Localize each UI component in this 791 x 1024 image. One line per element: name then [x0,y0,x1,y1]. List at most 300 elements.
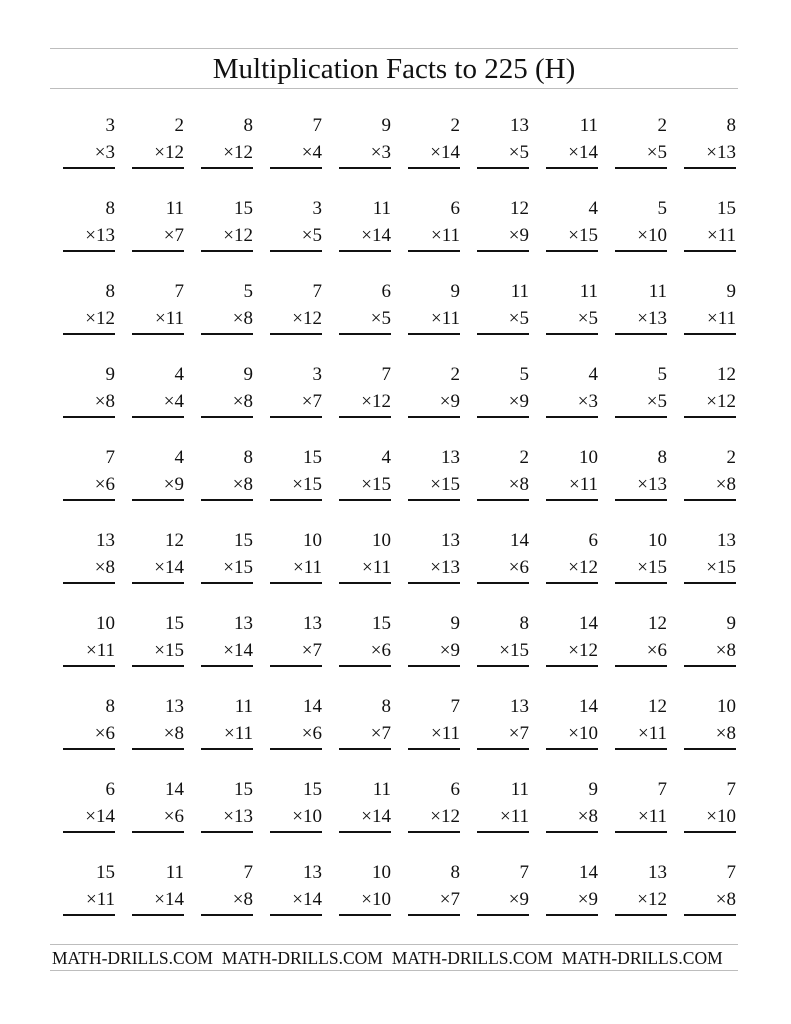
multiplication-problem [395,859,464,942]
multiplier: ×10 [568,723,598,744]
multiplication-problem [326,278,395,361]
multiplication-problem [464,610,533,693]
answer-line [63,333,115,335]
answer-line [684,665,736,667]
multiplication-problem [671,112,740,195]
multiplication-problem [464,444,533,527]
title-rule-top [50,48,738,49]
multiplier: ×7 [163,225,184,246]
multiplicand: 13 [510,115,529,136]
problem-stack [613,527,667,584]
multiplication-problem [326,361,395,444]
multiplicand: 15 [717,198,736,219]
answer-line [546,582,598,584]
multiplicand: 11 [165,862,184,883]
answer-line [408,831,460,833]
multiplier: ×7 [301,391,322,412]
multiplicand: 10 [372,530,391,551]
multiplier: ×11 [85,889,115,910]
multiplicand: 5 [657,198,667,219]
multiplication-problem [119,776,188,859]
answer-line [63,416,115,418]
multiplication-problem [50,444,119,527]
problem-stack [337,361,391,418]
multiplicand: 8 [450,862,460,883]
answer-line [684,748,736,750]
multiplicand: 4 [174,364,184,385]
answer-line [615,499,667,501]
multiplier: ×9 [508,889,529,910]
answer-line [408,582,460,584]
multiplier: ×11 [223,723,253,744]
multiplication-problem [464,278,533,361]
multiplier: ×8 [232,308,253,329]
multiplication-problem [119,859,188,942]
answer-line [132,914,184,916]
multiplier: ×8 [94,391,115,412]
answer-line [201,748,253,750]
multiplication-problem [533,610,602,693]
answer-line [546,499,598,501]
answer-line [132,333,184,335]
answer-line [684,333,736,335]
multiplier: ×11 [430,723,460,744]
problem-stack [268,112,322,169]
answer-line [477,416,529,418]
answer-line [339,250,391,252]
multiplier: ×9 [577,889,598,910]
multiplication-problem [602,195,671,278]
multiplicand: 8 [105,696,115,717]
answer-line [132,499,184,501]
multiplier: ×11 [292,557,322,578]
problem-stack [406,776,460,833]
multiplication-problem [119,112,188,195]
answer-line [339,416,391,418]
multiplier: ×6 [646,640,667,661]
problem-stack [406,195,460,252]
answer-line [132,167,184,169]
multiplier: ×6 [508,557,529,578]
multiplicand: 11 [165,198,184,219]
multiplicand: 11 [648,281,667,302]
multiplier: ×5 [508,142,529,163]
answer-line [615,250,667,252]
multiplier: ×14 [361,225,391,246]
multiplication-problem [50,693,119,776]
multiplication-problem [395,112,464,195]
multiplication-problem [395,527,464,610]
multiplier: ×11 [499,806,529,827]
multiplicand: 13 [165,696,184,717]
multiplication-problem [464,112,533,195]
answer-line [477,665,529,667]
answer-line [270,499,322,501]
answer-line [615,665,667,667]
problem-stack [544,693,598,750]
multiplicand: 14 [303,696,322,717]
answer-line [339,665,391,667]
problem-stack [682,278,736,335]
multiplication-problem [533,859,602,942]
problem-stack [682,112,736,169]
multiplier: ×7 [439,889,460,910]
problem-stack [475,527,529,584]
answer-line [201,665,253,667]
multiplication-problem [50,527,119,610]
problem-row [50,527,740,610]
multiplicand: 15 [303,447,322,468]
multiplicand: 5 [657,364,667,385]
multiplier: ×15 [361,474,391,495]
multiplication-problem [257,693,326,776]
answer-line [684,250,736,252]
multiplicand: 6 [450,779,460,800]
problem-stack [61,859,115,916]
answer-line [270,167,322,169]
answer-line [201,167,253,169]
problem-stack [199,195,253,252]
problem-stack [613,195,667,252]
multiplier: ×6 [94,723,115,744]
answer-line [477,250,529,252]
multiplier: ×11 [430,225,460,246]
multiplier: ×5 [370,308,391,329]
answer-line [477,831,529,833]
multiplication-problem [464,527,533,610]
answer-line [270,748,322,750]
problem-stack [199,776,253,833]
problem-stack [475,112,529,169]
multiplicand: 7 [519,862,529,883]
footer-rule-bottom [50,970,738,971]
multiplier: ×12 [568,557,598,578]
problem-stack [130,444,184,501]
answer-line [63,914,115,916]
multiplication-problem [671,278,740,361]
problem-stack [61,693,115,750]
multiplicand: 2 [450,115,460,136]
multiplier: ×15 [154,640,184,661]
answer-line [201,416,253,418]
answer-line [339,582,391,584]
answer-line [132,665,184,667]
multiplier: ×14 [154,889,184,910]
answer-line [408,499,460,501]
multiplicand: 4 [381,447,391,468]
problem-stack [544,444,598,501]
multiplier: ×6 [301,723,322,744]
problem-stack [61,610,115,667]
problem-stack [682,361,736,418]
answer-line [270,333,322,335]
answer-line [408,250,460,252]
answer-line [339,748,391,750]
problem-stack [268,444,322,501]
multiplicand: 6 [588,530,598,551]
multiplication-problem [50,361,119,444]
title-rule-bottom [50,88,738,89]
answer-line [408,167,460,169]
multiplicand: 15 [165,613,184,634]
multiplicand: 7 [105,447,115,468]
problem-stack [268,610,322,667]
multiplier: ×15 [499,640,529,661]
problem-row [50,195,740,278]
multiplication-problem [602,361,671,444]
problem-stack [544,278,598,335]
answer-line [201,582,253,584]
multiplier: ×6 [94,474,115,495]
multiplication-problem [671,693,740,776]
multiplicand: 15 [234,198,253,219]
multiplication-problem [602,610,671,693]
problem-grid [50,112,740,942]
answer-line [63,250,115,252]
problem-stack [406,444,460,501]
multiplicand: 9 [450,613,460,634]
problem-stack [682,195,736,252]
problem-stack [199,610,253,667]
multiplication-problem [326,195,395,278]
multiplicand: 9 [381,115,391,136]
footer-rule-top [50,944,738,945]
multiplier: ×7 [370,723,391,744]
multiplicand: 13 [303,862,322,883]
footer-brand-text: MATH-DRILLS.COM [221,948,383,968]
multiplicand: 13 [648,862,667,883]
multiplication-problem [533,693,602,776]
multiplicand: 13 [96,530,115,551]
multiplicand: 10 [303,530,322,551]
multiplier: ×8 [508,474,529,495]
multiplier: ×12 [154,142,184,163]
multiplicand: 6 [105,779,115,800]
multiplicand: 13 [441,530,460,551]
multiplicand: 14 [579,696,598,717]
multiplier: ×9 [439,391,460,412]
multiplication-problem [326,693,395,776]
problem-stack [613,859,667,916]
multiplication-problem [395,693,464,776]
answer-line [684,831,736,833]
multiplier: ×11 [706,308,736,329]
answer-line [339,167,391,169]
multiplier: ×14 [223,640,253,661]
answer-line [546,914,598,916]
problem-stack [475,859,529,916]
problem-stack [613,610,667,667]
multiplier: ×11 [568,474,598,495]
answer-line [615,333,667,335]
multiplier: ×5 [577,308,598,329]
multiplication-problem [188,112,257,195]
multiplier: ×5 [508,308,529,329]
problem-stack [475,361,529,418]
problem-stack [682,527,736,584]
multiplication-problem [395,278,464,361]
multiplicand: 10 [579,447,598,468]
multiplicand: 12 [648,613,667,634]
multiplicand: 7 [726,862,736,883]
answer-line [684,914,736,916]
footer-watermark [52,946,738,970]
problem-stack [268,693,322,750]
problem-stack [61,112,115,169]
problem-stack [130,776,184,833]
problem-stack [268,776,322,833]
answer-line [615,416,667,418]
multiplicand: 2 [450,364,460,385]
problem-stack [544,112,598,169]
multiplication-problem [119,527,188,610]
problem-stack [544,859,598,916]
problem-row [50,112,740,195]
problem-stack [268,859,322,916]
answer-line [201,914,253,916]
problem-stack [337,859,391,916]
problem-stack [61,278,115,335]
problem-stack [475,278,529,335]
multiplier: ×12 [706,391,736,412]
multiplier: ×15 [706,557,736,578]
answer-line [684,167,736,169]
multiplier: ×6 [370,640,391,661]
answer-line [270,831,322,833]
problem-stack [337,776,391,833]
worksheet-title: Multiplication Facts to 225 (H) [212,53,576,85]
multiplier: ×15 [223,557,253,578]
multiplicand: 11 [234,696,253,717]
problem-stack [61,361,115,418]
multiplication-problem [326,112,395,195]
multiplier: ×13 [223,806,253,827]
answer-line [201,250,253,252]
multiplicand: 10 [372,862,391,883]
problem-row [50,693,740,776]
multiplier: ×5 [301,225,322,246]
multiplier: ×15 [292,474,322,495]
multiplicand: 9 [243,364,253,385]
footer-brand-text: MATH-DRILLS.COM [561,948,723,968]
answer-line [615,748,667,750]
problem-stack [130,610,184,667]
multiplier: ×3 [94,142,115,163]
multiplicand: 7 [726,779,736,800]
multiplier: ×8 [715,889,736,910]
multiplication-problem [464,693,533,776]
multiplier: ×3 [577,391,598,412]
multiplicand: 3 [312,198,322,219]
problem-stack [337,278,391,335]
multiplicand: 11 [510,779,529,800]
answer-line [477,748,529,750]
multiplier: ×4 [301,142,322,163]
answer-line [408,748,460,750]
multiplier: ×11 [637,723,667,744]
multiplier: ×14 [430,142,460,163]
multiplication-problem [464,361,533,444]
multiplier: ×9 [508,225,529,246]
multiplicand: 7 [243,862,253,883]
multiplier: ×13 [85,225,115,246]
multiplication-problem [188,278,257,361]
multiplicand: 11 [579,281,598,302]
problem-row [50,278,740,361]
multiplicand: 11 [579,115,598,136]
multiplier: ×13 [637,474,667,495]
multiplier: ×13 [430,557,460,578]
answer-line [132,250,184,252]
answer-line [63,582,115,584]
answer-line [63,831,115,833]
problem-stack [130,195,184,252]
problem-stack [406,693,460,750]
multiplier: ×8 [163,723,184,744]
multiplicand: 14 [579,862,598,883]
problem-stack [682,859,736,916]
multiplier: ×4 [163,391,184,412]
multiplier: ×12 [223,142,253,163]
multiplication-problem [326,444,395,527]
multiplication-problem [257,859,326,942]
multiplication-problem [188,361,257,444]
multiplicand: 12 [510,198,529,219]
multiplicand: 7 [312,281,322,302]
problem-stack [406,112,460,169]
problem-stack [337,610,391,667]
multiplication-problem [188,610,257,693]
problem-stack [613,361,667,418]
answer-line [477,499,529,501]
multiplication-problem [50,610,119,693]
problem-stack [268,361,322,418]
problem-stack [613,776,667,833]
multiplication-problem [533,195,602,278]
multiplication-problem [50,112,119,195]
multiplication-problem [395,776,464,859]
multiplication-problem [326,610,395,693]
multiplicand: 3 [105,115,115,136]
multiplicand: 2 [726,447,736,468]
multiplication-problem [257,444,326,527]
answer-line [63,499,115,501]
multiplicand: 8 [243,115,253,136]
multiplicand: 6 [381,281,391,302]
answer-line [546,831,598,833]
multiplier: ×14 [85,806,115,827]
multiplication-problem [671,361,740,444]
multiplier: ×3 [370,142,391,163]
multiplier: ×8 [94,557,115,578]
multiplier: ×14 [361,806,391,827]
answer-line [546,333,598,335]
multiplier: ×8 [577,806,598,827]
multiplier: ×12 [292,308,322,329]
multiplier: ×11 [637,806,667,827]
multiplicand: 8 [657,447,667,468]
multiplicand: 5 [519,364,529,385]
multiplier: ×15 [637,557,667,578]
multiplication-problem [602,859,671,942]
multiplication-problem [257,610,326,693]
problem-stack [406,859,460,916]
multiplicand: 9 [105,364,115,385]
answer-line [408,914,460,916]
answer-line [684,582,736,584]
problem-stack [337,444,391,501]
multiplication-problem [671,859,740,942]
